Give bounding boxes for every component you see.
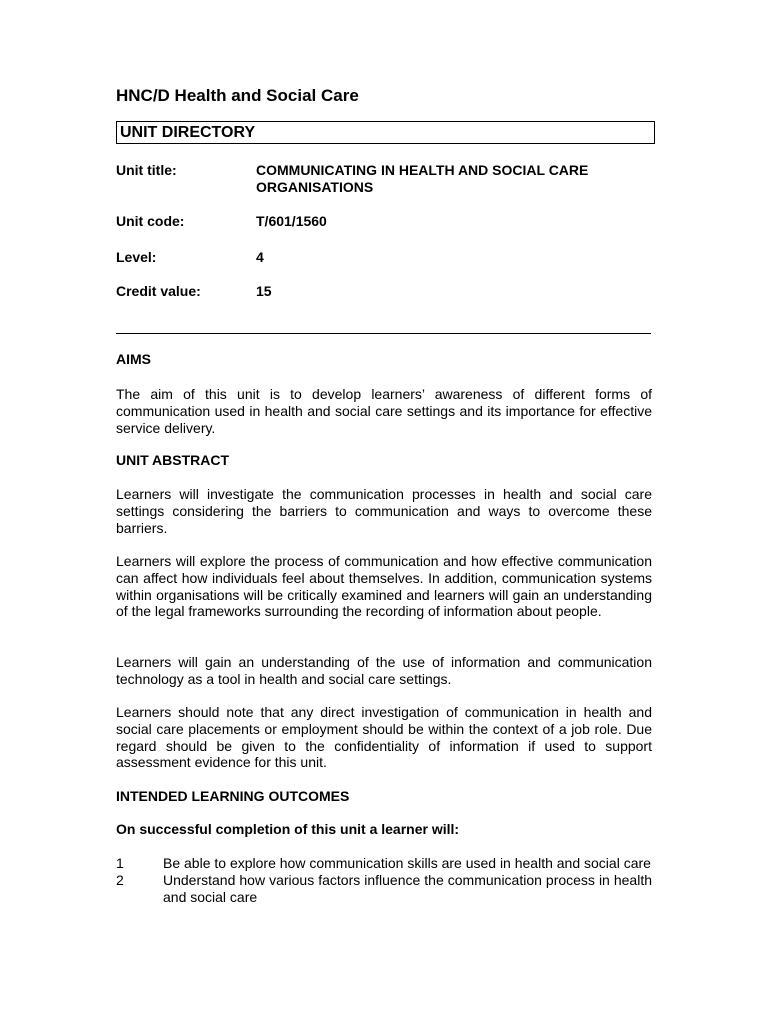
outcome-number: 2 — [116, 871, 124, 888]
abstract-paragraph-4: Learners should note that any direct investigation of communication in health and social care placements or employment should be within the context of a job role. Due regard should be given to the confidentiality of information if used to support assessment evidence for this unit. — [116, 704, 652, 771]
list-item — [116, 872, 652, 906]
section-divider — [116, 333, 651, 334]
credit-value-label: Credit value: — [116, 283, 201, 299]
level-label: Level: — [116, 249, 157, 265]
learning-outcomes-list — [116, 855, 652, 905]
unit-directory-label: UNIT DIRECTORY — [120, 124, 256, 141]
unit-title-value: COMMUNICATING IN HEALTH AND SOCIAL CARE ORGANISATIONS — [256, 162, 589, 195]
unit-code-label: Unit code: — [116, 213, 185, 229]
level-value: 4 — [256, 249, 264, 265]
outcome-number: 1 — [116, 855, 124, 871]
aims-heading: AIMS — [116, 351, 151, 367]
unit-title-label: Unit title: — [116, 162, 177, 178]
aims-paragraph: The aim of this unit is to develop learners’ awareness of different forms of communication used in health and social care settings and its importance for effective service delivery. — [116, 386, 652, 436]
abstract-paragraph-2: Learners will explore the process of communication and how effective communication can affect how individuals feel about themselves. In addition, communication systems within organisations will be critically examined and learners will gain an understanding of the legal frameworks surrounding the recording of information about people. — [116, 553, 652, 620]
learning-outcomes-intro: On successful completion of this unit a learner will: — [116, 821, 460, 837]
document-title: HNC/D Health and Social Care — [116, 86, 359, 105]
unit-directory-box — [116, 121, 655, 144]
abstract-paragraph-1: Learners will investigate the communication processes in health and social care settings considering the barriers to communication and ways to overcome these barriers. — [116, 486, 652, 536]
learning-outcomes-heading: INTENDED LEARNING OUTCOMES — [116, 788, 350, 804]
outcome-text: Be able to explore how communication skills are used in health and social care — [163, 855, 651, 871]
outcome-text: Understand how various factors influence the communication process in health and social care — [163, 871, 652, 905]
list-item — [116, 855, 652, 872]
abstract-paragraph-3: Learners will gain an understanding of the use of information and communication technology as a tool in health and social care settings. — [116, 654, 652, 687]
unit-code-value: T/601/1560 — [256, 213, 327, 229]
credit-value-value: 15 — [256, 283, 272, 299]
unit-abstract-heading: UNIT ABSTRACT — [116, 452, 230, 468]
